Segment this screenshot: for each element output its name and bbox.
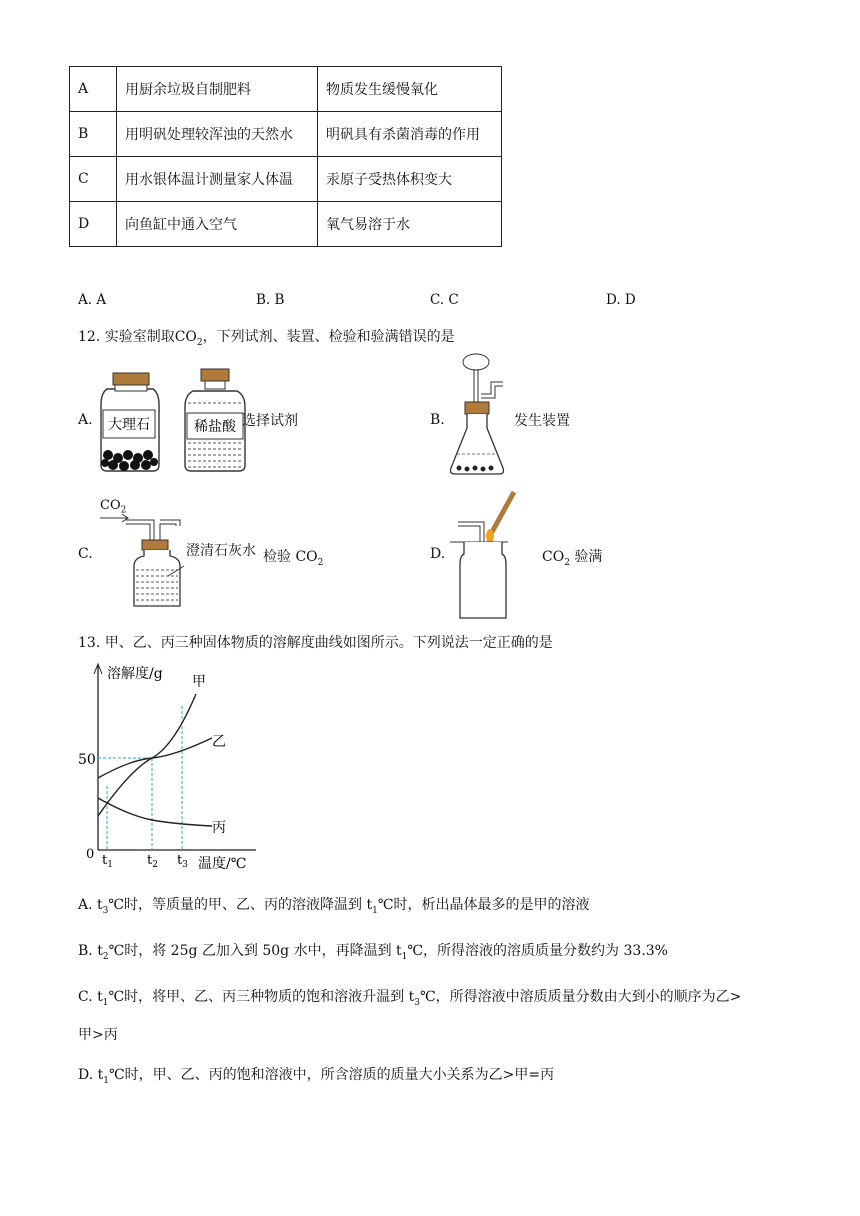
table-cell-letter: D (70, 202, 117, 247)
x-tick-t3: $t_3$ (177, 853, 188, 870)
q12-option-b-label[interactable]: B. (430, 412, 445, 428)
table-cell-reason: 明矾具有杀菌消毒的作用 (318, 112, 502, 157)
table-row (70, 157, 502, 202)
q12-d-caption: $CO_2$ 验满 (542, 549, 603, 568)
table-cell-letter: A (70, 67, 117, 112)
q12-b-caption: 发生装置 (514, 413, 570, 429)
curve-label-bing: 丙 (212, 820, 226, 836)
q12-option-d-label[interactable]: D. (430, 546, 446, 562)
q11-option-c[interactable]: C. C (430, 292, 459, 308)
bottle-label-marble: 大理石 (108, 417, 150, 433)
q12-option-a-label[interactable]: A. (78, 412, 93, 428)
table-row (70, 67, 502, 112)
chart-ylabel: 溶解度/g (107, 666, 163, 682)
table-cell-letter: C (70, 157, 117, 202)
table-cell-practice: 用明矾处理较浑浊的天然水 (117, 112, 318, 157)
table-cell-reason: 氧气易溶于水 (318, 202, 502, 247)
q13-stem: 13. 甲、乙、丙三种固体物质的溶解度曲线如图所示。下列说法一定正确的是 (78, 635, 553, 651)
q11-option-a[interactable]: A. A (78, 292, 107, 308)
bottle-label-hcl: 稀盐酸 (194, 419, 236, 435)
q13-option-a[interactable]: A. $t_3℃$时，等质量的甲、乙、丙的溶液降温到 $t_1℃$时，析出晶体最多的是甲的溶液 (78, 897, 590, 916)
table-cell-reason: 汞原子受热体积变大 (318, 157, 502, 202)
table-row (70, 112, 502, 157)
table-cell-letter: B (70, 112, 117, 157)
table-row (70, 202, 502, 247)
curve-jia (98, 694, 196, 816)
q13-option-c[interactable]: C. $t_1℃$时，将甲、乙、丙三种物质的饱和溶液升温到 $t_3℃$，所得溶液中溶质质量分数由大到小的顺序为乙> (78, 989, 742, 1008)
limewater-apparatus-figure (98, 514, 208, 614)
x-tick-t2: $t_2$ (147, 853, 158, 870)
chart-xlabel: 温度/℃ (198, 856, 247, 872)
table-cell-reason: 物质发生缓慢氧化 (318, 67, 502, 112)
curve-bing (98, 798, 212, 826)
q12-option-c-label[interactable]: C. (78, 546, 93, 562)
table-cell-practice: 用水银体温计测量家人体温 (117, 157, 318, 202)
table-cell-practice: 用厨余垃圾自制肥料 (117, 67, 318, 112)
chart-y-tick-50: 50 (78, 752, 96, 768)
q12-a-caption: 选择试剂 (242, 413, 298, 429)
limewater-label: 澄清石灰水 (186, 543, 256, 559)
q12-c-caption: 检验 $CO_2$ (263, 549, 324, 568)
q11-option-b[interactable]: B. B (256, 292, 285, 308)
options-table (69, 66, 502, 247)
generator-apparatus-figure (445, 352, 515, 482)
chart-origin: 0 (86, 847, 95, 862)
curve-label-jia: 甲 (192, 674, 206, 690)
curve-label-yi: 乙 (212, 734, 226, 750)
q13-option-c-continued: 甲>丙 (78, 1027, 118, 1043)
x-tick-t1: $t_1$ (102, 853, 113, 870)
table-cell-practice: 向鱼缸中通入空气 (117, 202, 318, 247)
q13-option-d[interactable]: D. $t_1℃$时，甲、乙、丙的饱和溶液中，所含溶质的质量大小关系为乙>甲=丙 (78, 1067, 555, 1086)
q12-stem: 12. 实验室制取$CO_2$，下列试剂、装置、检验和验满错误的是 (78, 329, 455, 348)
gas-inlet-label: $CO_2$ (100, 498, 127, 516)
co2-full-test-figure (448, 486, 528, 622)
reagent-bottles-figure (95, 365, 255, 475)
q11-option-d[interactable]: D. D (606, 292, 636, 308)
solubility-chart (70, 658, 270, 873)
q13-option-b[interactable]: B. $t_2℃$时，将 25g 乙加入到 50g 水中，再降温到 $t_1℃$，所得溶液的溶质质量分数约为 33.3% (78, 943, 668, 962)
